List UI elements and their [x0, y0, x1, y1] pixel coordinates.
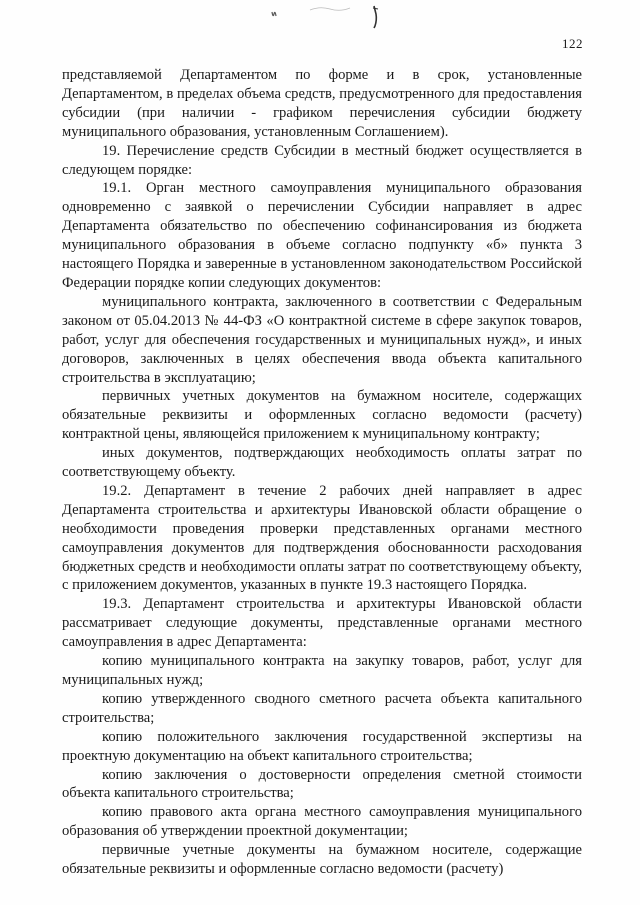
paragraph-item-19-1: 19.1. Орган местного самоуправления муниципального образования одновременно с заявкой о перечислении Субсидии направляет в адрес Департамента обязательство по обеспечению софинансирования из бюджета муниципального образования в объеме согласно подпункту «б» пункта 3 настоящего Порядка и заверенные в установленном законодательством Российской Федерации порядке копии следующих документов: [62, 180, 582, 291]
page-number: 122 [562, 36, 583, 51]
scan-artifact-mark [270, 4, 390, 30]
paragraph-continuation: представляемой Департаментом по форме и в срок, установленные Департаментом, в пределах объема средств, предусмотренного для предоставления субсидии (при наличии - графиком перечисления субсидии бюджету муниципального образования, установленным Соглашением). [62, 67, 582, 140]
paragraph-primary-docs: первичных учетных документов на бумажном носителе, содержащих обязательные реквизиты и оформленных согласно ведомости (расчету) контрактной цены, являющейся приложением к муниципальному контракту; [62, 388, 582, 443]
paragraph-item-19: 19. Перечисление средств Субсидии в местный бюджет осуществляется в следующем порядке: [62, 142, 582, 178]
paragraph-item-19-3: 19.3. Департамент строительства и архитектуры Ивановской области рассматривает следующие документы, представленные органами местного самоуправления в адрес Департамента: [62, 596, 582, 651]
paragraph-copy-legal-act: копию правового акта органа местного самоуправления муниципального образования об утверждении проектной документации; [62, 804, 582, 840]
paragraph-contract: муниципального контракта, заключенного в соответствии с Федеральным законом от 05.04.2013 № 44-ФЗ «О контрактной системе в сфере закупок товаров, работ, услуг для обеспечения государственных и муниципальных нужд», и иных договоров, заключенных в целях обеспечения ввода объекта капитального строительства в эксплуатацию; [62, 293, 582, 386]
paragraph-copy-expertise: копию положительного заключения государственной экспертизы на проектную документацию на объект капитального строительства; [62, 728, 582, 764]
paragraph-other-docs: иных документов, подтверждающих необходимость оплаты затрат по соответствующему объекту. [62, 445, 582, 481]
paragraph-copy-estimate: копию утвержденного сводного сметного расчета объекта капитального строительства; [62, 690, 582, 726]
paragraph-primary-accounting: первичные учетные документы на бумажном носителе, содержащие обязательные реквизиты и оформленные согласно ведомости (расчету) [62, 842, 582, 878]
paragraph-item-19-2: 19.2. Департамент в течение 2 рабочих дней направляет в адрес Департамента строительства и архитектуры Ивановской области обращение о необходимости проведения проверки представленных органами местного самоуправления документов для подтверждения обоснованности расходования бюджетных средств и необходимости оплаты затрат по соответствующему объекту, с приложением документов, указанных в пункте 19.3 настоящего Порядка. [62, 482, 582, 594]
document-body [62, 66, 582, 879]
paragraph-copy-contract: копию муниципального контракта на закупку товаров, работ, услуг для муниципальных нужд; [62, 653, 582, 688]
paragraph-copy-cost-reliability: копию заключения о достоверности определения сметной стоимости объекта капитального строительства; [62, 766, 582, 802]
